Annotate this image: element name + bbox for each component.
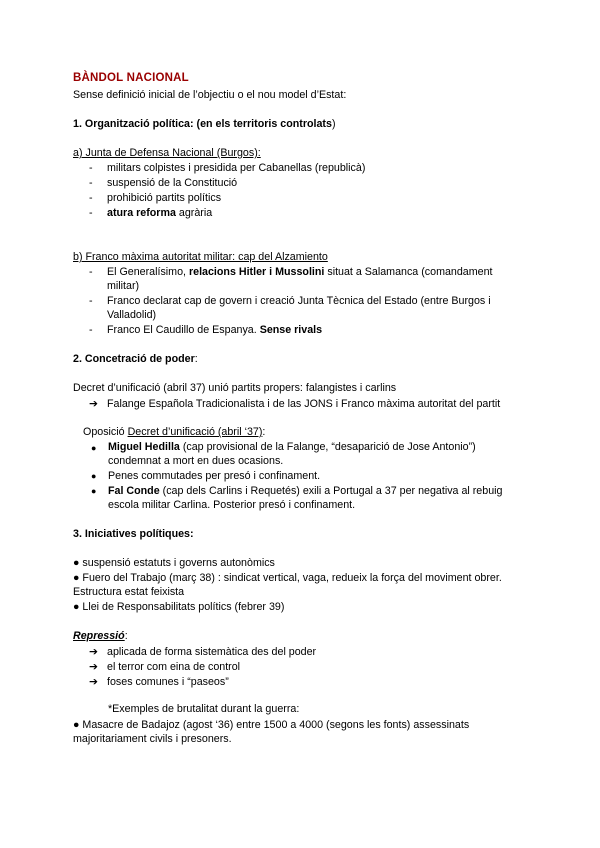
- subsection-b-label: b) Franco màxima autoritat militar: cap del Alzamiento: [73, 251, 328, 263]
- list-item: Miguel Hedilla (cap provisional de la Falange, “desaparició de Jose Antonio”): [108, 441, 476, 453]
- badajoz-item: ● Masacre de Badajoz (agost ‘36) entre 1500 a 4000 (segons les fonts) assessinats: [73, 719, 470, 731]
- intro-text: Sense definició inicial de l’objectiu o el nou model d’Estat:: [73, 89, 347, 101]
- subsection-a-label: a) Junta de Defensa Nacional (Burgos):: [73, 147, 261, 159]
- bullet-dot: ●: [91, 486, 97, 496]
- badajoz-continuation: majoritariament civils i presoners.: [73, 733, 232, 745]
- initiative-item: ● Llei de Responsabilitats polítics (febrer 39): [73, 601, 285, 613]
- dash-bullet: -: [89, 162, 93, 174]
- arrow-icon: ➔: [89, 646, 98, 658]
- list-item-continuation: escola militar Carlina. Posterior presó i confinament.: [108, 499, 356, 511]
- document-title: BÀNDOL NACIONAL: [73, 72, 189, 84]
- list-item: Fal Conde (cap dels Carlins i Requetés) exili a Portugal a 37 per negativa al rebuig: [108, 485, 503, 497]
- arrow-icon: ➔: [89, 661, 98, 673]
- list-item: atura reforma agrària: [107, 207, 213, 219]
- dash-bullet: -: [89, 177, 93, 189]
- initiative-item: ● suspensió estatuts i governs autonòmics: [73, 557, 275, 569]
- list-item-continuation: condemnat a mort en dues ocasions.: [108, 455, 284, 467]
- list-item: foses comunes i “paseos”: [107, 676, 229, 688]
- arrow-icon: ➔: [89, 398, 98, 410]
- dash-bullet: -: [89, 207, 93, 219]
- section-2-heading: 2. Concetració de poder:: [73, 353, 198, 365]
- list-item: Penes commutades per presó i confinament.: [108, 470, 321, 482]
- section-1-heading: 1. Organització política: (en els territoris controlats): [73, 118, 336, 130]
- dash-bullet: -: [89, 324, 93, 336]
- list-item: Franco El Caudillo de Espanya. Sense rivals: [107, 324, 323, 336]
- bullet-dot: ●: [91, 443, 97, 453]
- list-item: el terror com eina de control: [107, 661, 241, 673]
- opposition-heading: Oposició Decret d’unificació (abril ‘37):: [83, 426, 266, 438]
- list-item: suspensió de la Constitució: [107, 177, 238, 189]
- initiative-continuation: Estructura estat feixista: [73, 586, 185, 598]
- initiative-item: ● Fuero del Trabajo (març 38) : sindicat vertical, vaga, redueix la força del moviment obrer.: [73, 572, 502, 584]
- dash-bullet: -: [89, 266, 93, 278]
- list-item: El Generalísimo, relacions Hitler i Mussolini situat a Salamanca (comandament: [107, 266, 493, 278]
- list-item: Franco declarat cap de govern i creació Junta Tècnica del Estado (entre Burgos i: [107, 295, 491, 307]
- repression-heading: Repressió:: [73, 630, 128, 642]
- section-3-heading: 3. Iniciatives polítiques:: [73, 528, 194, 540]
- list-item: militars colpistes i presidida per Cabanellas (republicà): [107, 162, 366, 174]
- examples-label: *Exemples de brutalitat durant la guerra:: [108, 703, 300, 715]
- list-item: prohibició partits polítics: [107, 192, 222, 204]
- list-item-continuation: Valladolid): [107, 309, 157, 321]
- list-item: aplicada de forma sistemàtica des del poder: [107, 646, 317, 658]
- decree-text: Decret d’unificació (abril 37) unió partits propers: falangistes i carlins: [73, 382, 397, 394]
- arrow-icon: ➔: [89, 676, 98, 688]
- list-item-continuation: militar): [107, 280, 140, 292]
- bullet-dot: ●: [91, 471, 97, 481]
- dash-bullet: -: [89, 295, 93, 307]
- dash-bullet: -: [89, 192, 93, 204]
- decree-arrow-item: Falange Española Tradicionalista i de las JONS i Franco màxima autoritat del partit: [107, 398, 501, 410]
